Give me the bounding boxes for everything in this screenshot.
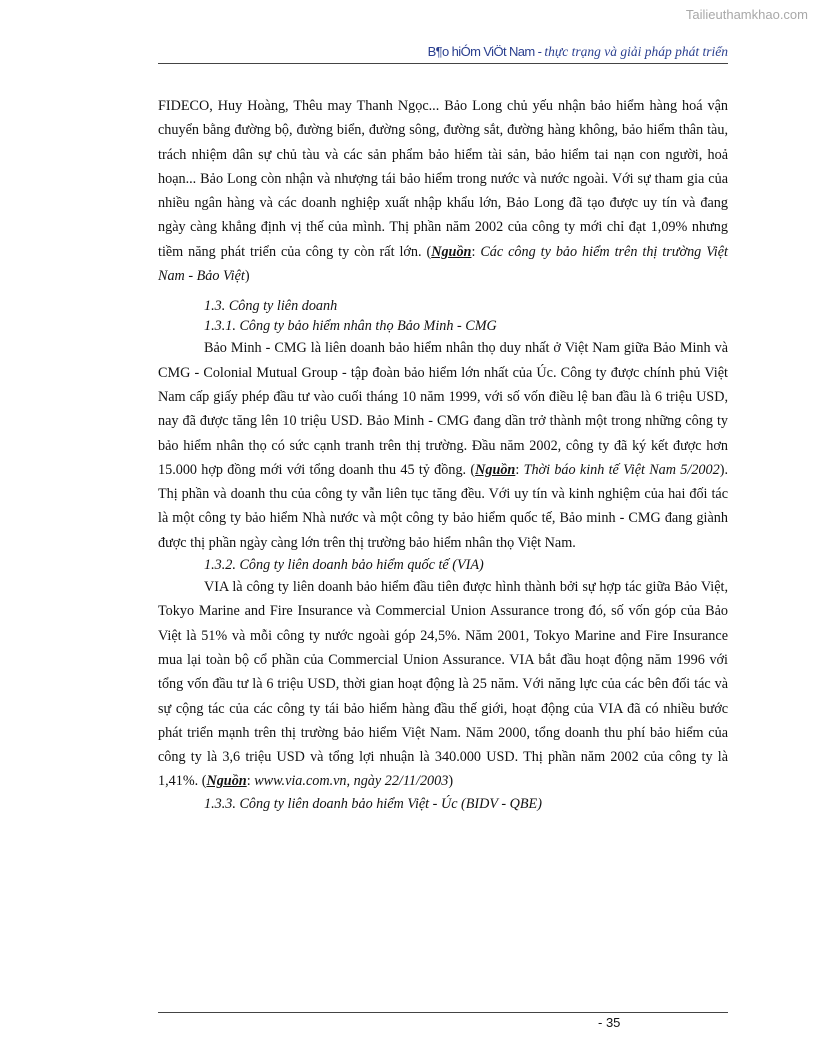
- paragraph-text: ): [448, 773, 454, 790]
- section-heading-1-3-1: 1.3.1. Công ty bảo hiểm nhân thọ Bảo Minh - CMG: [204, 318, 497, 335]
- paragraph-text: ): [244, 268, 250, 285]
- header-divider: [158, 63, 728, 64]
- citation: Các công ty bảo hiểm trên thị trường Việt Nam - Bảo Việt: [158, 243, 728, 285]
- page-number: - 35: [598, 1015, 621, 1030]
- section-heading-1-3: 1.3. Công ty liên doanh: [204, 298, 338, 315]
- source-label: Nguồn: [431, 243, 472, 260]
- paragraph-text: :: [246, 773, 255, 790]
- paragraph-text: :: [471, 243, 481, 260]
- header-subtitle: thực trạng và giải pháp phát triển: [544, 44, 728, 59]
- paragraph-text: Bảo Minh - CMG là liên doanh bảo hiểm nhân thọ duy nhất ở Việt Nam giữa Bảo Minh và CMG - Colonial Mutual Group - tập đoàn bảo hiểm lớn nhất của Úc. Công ty được chính phủ Việt Nam cấp giấy phép đầu tư vào cuối tháng 10 năm 1999, với số vốn điều lệ ban đầu là 6 triệu USD, nay đã được tăng lên 10 triệu USD. Bảo Minh - CMG đang dần trở thành một trong những công ty bảo hiểm nhân thọ có sức cạnh tranh trên thị trường. Đầu năm 2002, công ty đã ký kết được hơn 15.000 hợp đồng mới với tổng doanh thu 45 tỷ đồng. (: [158, 340, 728, 478]
- watermark: Tailieuthamkhao.com: [685, 7, 808, 22]
- section-heading-1-3-3: 1.3.3. Công ty liên doanh bảo hiểm Việt - Úc (BIDV - QBE): [204, 795, 542, 812]
- source-label: Nguồn: [206, 773, 247, 790]
- section-heading-1-3-2: 1.3.2. Công ty liên doanh bảo hiểm quốc tế (VIA): [204, 557, 484, 574]
- footer-divider: [158, 1012, 728, 1013]
- running-header: [158, 44, 728, 60]
- citation: www.via.com.vn, ngày 22/11/2003: [254, 773, 449, 790]
- source-label: Nguồn: [475, 461, 516, 478]
- citation: Thời báo kinh tế Việt Nam 5/2002: [523, 461, 720, 478]
- paragraph-via: [158, 575, 728, 794]
- page-body: [158, 94, 728, 814]
- paragraph-text: VIA là công ty liên doanh bảo hiểm đầu tiên được hình thành bởi sự hợp tác giữa Bảo Việt, Tokyo Marine and Fire Insurance và Commercial Union Assurance trong đó, số vốn góp của Bảo Việt là 51% và mỗi công ty nước ngoài góp 24,5%. Năm 2001, Tokyo Marine and Fire Insurance mua lại toàn bộ cổ phần của Commercial Union Assurance. VIA bắt đầu hoạt động năm 1996 với tổng vốn đầu tư là 6 triệu USD, thời gian hoạt động là 25 năm. Với năng lực của các bên đối tác và sự cộng tác của các công ty tái bảo hiểm hàng đầu thế giới, hoạt động của VIA đã có nhiều bước phát triển mạnh trên thị trường bảo hiểm Việt Nam. Năm 2000, tổng doanh thu phí bảo hiểm của công ty là 3,6 triệu USD và tổng lợi nhuận là 340.000 USD. Thị phần năm 2002 của công ty là 1,41%. (: [158, 579, 728, 790]
- paragraph-bao-long: [158, 94, 728, 288]
- paragraph-text: FIDECO, Huy Hoàng, Thêu may Thanh Ngọc... Bảo Long chủ yếu nhận bảo hiểm hàng hoá vận chuyển bằng đường bộ, đường biển, đường sông, đường sắt, đường hàng không, bảo hiểm thân tàu, trách nhiệm dân sự chủ tàu và các sản phẩm bảo hiểm tài sản, bảo hiểm tai nạn con người, hoả hoạn... Bảo Long còn nhận và nhượng tái bảo hiểm trong nước và nước ngoài. Với sự tham gia của nhiều ngân hàng và các doanh nghiệp xuất nhập khẩu lớn, Bảo Long đã tạo được uy tín và đang ngày càng khẳng định vị thế của mình. Thị phần năm 2002 của công ty mới chỉ đạt 1,09% nhưng tiềm năng phát triển của công ty còn rất lớn. (: [158, 98, 728, 260]
- paragraph-text: ). Thị phần và doanh thu của công ty vẫn liên tục tăng đều. Với uy tín và kinh nghiệm của hai đối tác là một công ty bảo hiểm Nhà nước và một công ty bảo hiểm quốc tế, Bảo minh - CMG đang giành được thị phần ngày càng lớn trên thị trường bảo hiểm nhân thọ Việt Nam.: [158, 461, 728, 551]
- header-title: B¶o hiÓm ViÖt Nam -: [427, 44, 545, 59]
- paragraph-bao-minh-cmg: [158, 336, 728, 555]
- paragraph-text: :: [515, 461, 524, 478]
